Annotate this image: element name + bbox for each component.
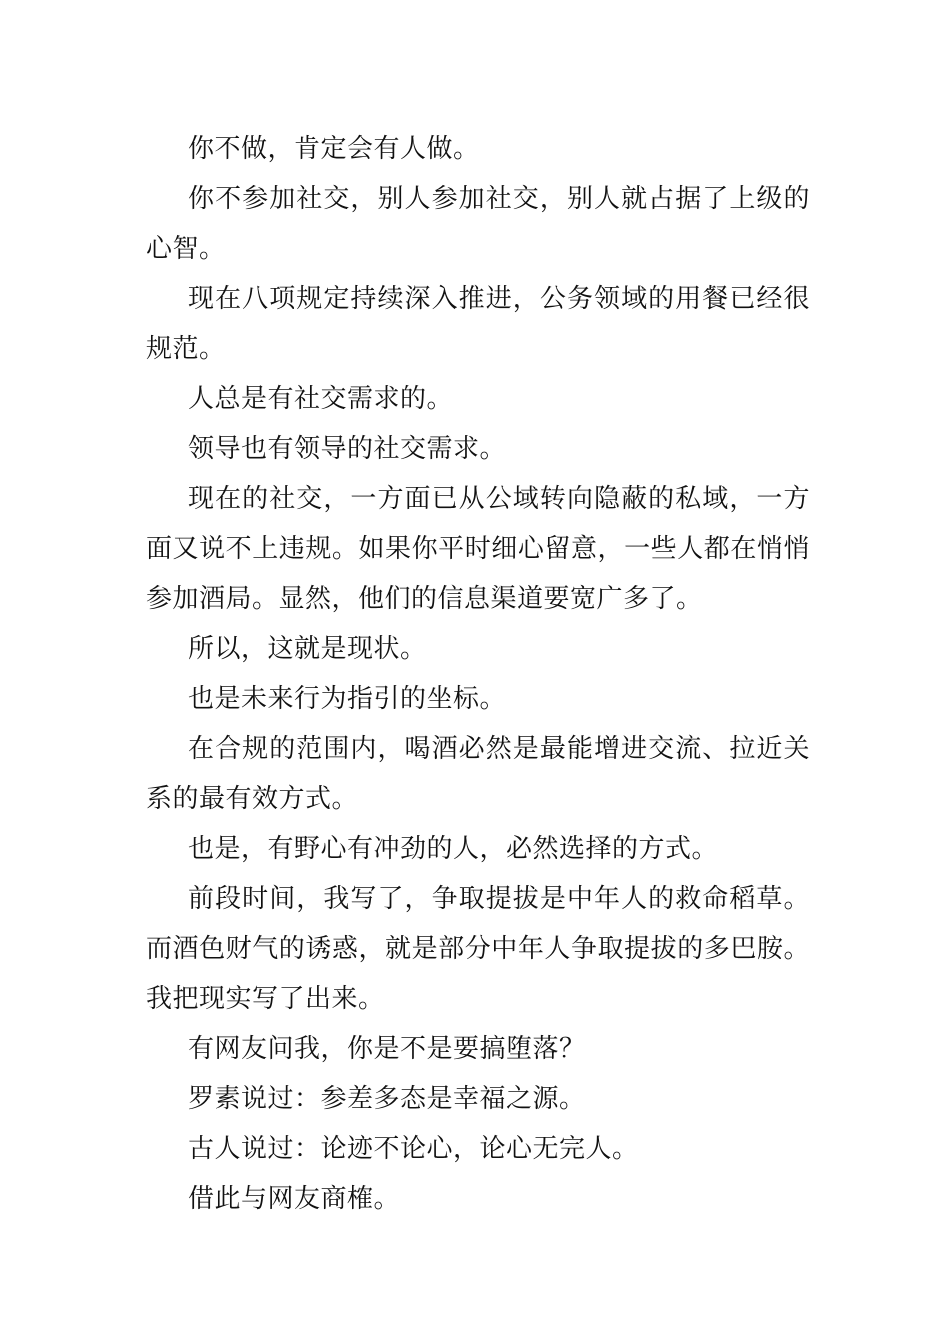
paragraph: 借此与网友商榷。	[188, 1184, 401, 1214]
document-body	[146, 124, 810, 1224]
paragraph: 你不参加社交，别人参加社交，别人就占据了上级的心智。	[146, 184, 810, 264]
paragraph: 罗素说过：参差多态是幸福之源。	[188, 1084, 586, 1114]
paragraph: 前段时间，我写了，争取提拔是中年人的救命稻草。而酒色财气的诱惑，就是部分中年人争取提拔的多巴胺。我把现实写了出来。	[146, 884, 810, 1014]
paragraph: 有网友问我，你是不是要搞堕落？	[188, 1034, 586, 1064]
paragraph: 在合规的范围内，喝酒必然是最能增进交流、拉近关系的最有效方式。	[146, 734, 810, 814]
paragraph: 也是，有野心有冲劲的人，必然选择的方式。	[188, 834, 719, 864]
paragraph: 人总是有社交需求的。	[188, 384, 454, 414]
paragraph: 古人说过：论迹不论心，论心无完人。	[188, 1134, 639, 1164]
paragraph: 所以，这就是现状。	[188, 634, 427, 664]
paragraph: 领导也有领导的社交需求。	[188, 434, 507, 464]
paragraph: 现在八项规定持续深入推进，公务领域的用餐已经很规范。	[146, 284, 810, 364]
paragraph: 你不做，肯定会有人做。	[188, 134, 480, 164]
paragraph: 现在的社交，一方面已从公域转向隐蔽的私域，一方面又说不上违规。如果你平时细心留意，一些人都在悄悄参加酒局。显然，他们的信息渠道要宽广多了。	[146, 484, 810, 614]
paragraph: 也是未来行为指引的坐标。	[188, 684, 507, 714]
